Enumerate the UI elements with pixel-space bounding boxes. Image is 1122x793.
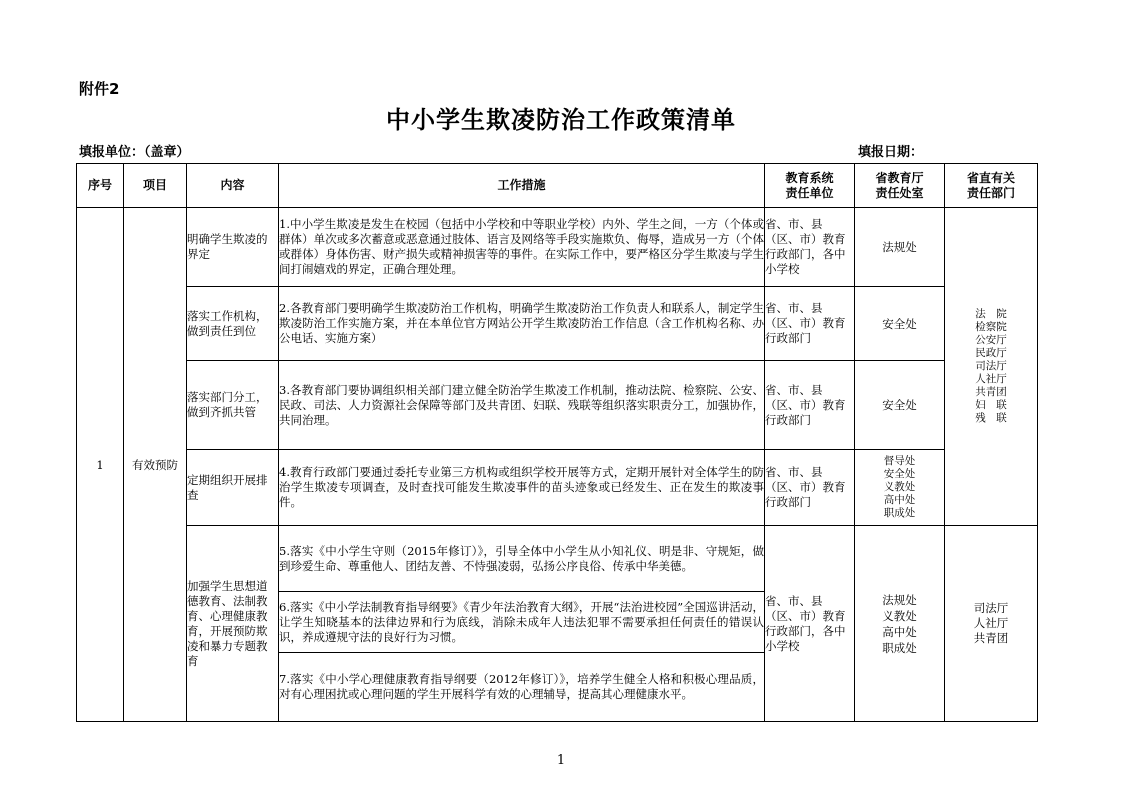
edu-unit-cell: 省、市、县（区、市）教育行政部门，各中小学校 — [765, 208, 855, 287]
header-dept — [945, 164, 1038, 208]
header-edu-unit-line: 责任单位 — [785, 185, 834, 200]
document-title: 中小学生欺凌防治工作政策清单 — [386, 105, 736, 134]
header-dept-line: 责任部门 — [966, 185, 1015, 200]
measure-cell: 5.落实《中小学生守则（2015年修订）》，引导全体中小学生从小知礼仪、明是非、守规矩，做到珍爱生命、尊重他人、团结友善、不恃强凌弱，弘扬公序良俗、传承中华美德。 — [279, 526, 765, 592]
dept-cell — [945, 208, 1038, 526]
header-content: 内容 — [187, 164, 279, 208]
measure-cell: 2.各教育部门要明确学生欺凌防治工作机构，明确学生欺凌防治工作负责人和联系人，制定学生欺凌防治工作实施方案，并在本单位官方网站公开学生欺凌防治工作信息（含工作机构名称、办公电话、实施方案） — [279, 287, 765, 361]
table-row — [77, 450, 1038, 526]
table-row — [77, 287, 1038, 361]
header-office-line: 省教育厅 — [875, 170, 924, 185]
dept-line: 司法厅 — [973, 601, 1009, 615]
fill-unit-label: 填报单位：（盖章） — [79, 145, 190, 160]
header-edu-unit — [765, 164, 855, 208]
seq-cell: 1 — [77, 208, 124, 722]
measure-cell: 1.中小学生欺凌是发生在校园（包括中小学校和中等职业学校）内外、学生之间，一方（个体或群体）单次或多次蓄意或恶意通过肢体、语言及网络等手段实施欺负、侮辱，造成另一方（个体或群体）身体伤害、财产损失或精神损害等的事件。在实际工作中，要严格区分学生欺凌与学生间打闹嬉戏的界定，正确合理处理。 — [279, 208, 765, 287]
office-line: 安全处 — [882, 398, 917, 412]
measure-cell: 6.落实《中小学法制教育指导纲要》《青少年法治教育大纲》，开展“法治进校园”全国巡讲活动，让学生知晓基本的法律边界和行为底线，消除未成年人违法犯罪不需要承担任何责任的错误认识，养成遵规守法的良好行为习惯。 — [279, 592, 765, 653]
edu-unit-cell: 省、市、县（区、市）教育行政部门，各中小学校 — [765, 526, 855, 722]
office-line: 安全处 — [883, 468, 916, 480]
office-line: 安全处 — [882, 316, 917, 331]
edu-unit-cell: 省、市、县（区、市）教育行政部门 — [765, 361, 855, 450]
item-cell: 有效预防 — [124, 208, 187, 722]
content-cell: 明确学生欺凌的界定 — [187, 208, 279, 287]
edu-unit-cell: 省、市、县（区、市）教育行政部门 — [765, 450, 855, 526]
header-office-line: 责任处室 — [875, 185, 924, 200]
header-dept-line: 省直有关 — [966, 170, 1015, 185]
dept-line: 共青团 — [975, 386, 1007, 398]
office-line: 高中处 — [882, 624, 917, 639]
content-cell: 定期组织开展排查 — [187, 450, 279, 526]
header-measures: 工作措施 — [279, 164, 765, 208]
office-line: 职成处 — [882, 640, 917, 655]
measure-cell: 7.落实《中小学心理健康教育指导纲要（2012年修订）》，培养学生健全人格和积极心理品质，对有心理困扰或心理问题的学生开展科学有效的心理辅导，提高其心理健康水平。 — [279, 653, 765, 722]
dept-line: 人社厅 — [975, 373, 1007, 385]
content-cell: 加强学生思想道德教育、法制教育、心理健康教育，开展预防欺凌和暴力专题教育 — [187, 526, 279, 722]
office-cell — [855, 526, 945, 722]
dept-line: 残 联 — [975, 412, 1007, 424]
content-cell: 落实工作机构，做到责任到位 — [187, 287, 279, 361]
dept-line: 法 院 — [975, 308, 1007, 320]
office-line: 督导处 — [883, 455, 916, 467]
office-cell — [855, 361, 945, 450]
policy-table — [76, 163, 1038, 722]
page-number: 1 — [556, 753, 566, 768]
dept-line: 人社厅 — [973, 616, 1009, 630]
header-item: 项目 — [124, 164, 187, 208]
content-cell: 落实部门分工，做到齐抓共管 — [187, 361, 279, 450]
header-seq: 序号 — [77, 164, 124, 208]
office-cell — [855, 287, 945, 361]
dept-cell — [945, 526, 1038, 722]
attachment-label: 附件2 — [79, 80, 120, 98]
office-line: 义教处 — [883, 481, 916, 493]
dept-line: 检察院 — [975, 321, 1007, 333]
table-header-row — [77, 164, 1038, 208]
dept-line: 共青团 — [973, 631, 1009, 645]
measure-cell: 4.教育行政部门要通过委托专业第三方机构或组织学校开展等方式，定期开展针对全体学生的防治学生欺凌专项调查，及时查找可能发生欺凌事件的苗头迹象或已经发生、正在发生的欺凌事件。 — [279, 450, 765, 526]
office-cell — [855, 208, 945, 287]
dept-line: 司法厅 — [975, 360, 1007, 372]
dept-line: 民政厅 — [975, 347, 1007, 359]
dept-line: 公安厅 — [975, 334, 1007, 346]
office-line: 高中处 — [883, 494, 916, 506]
office-line: 义教处 — [882, 608, 917, 623]
table-row — [77, 208, 1038, 287]
table-row — [77, 361, 1038, 450]
office-line: 法规处 — [882, 592, 917, 607]
office-line: 职成处 — [883, 507, 916, 519]
office-line: 法规处 — [882, 240, 917, 254]
fill-date-label: 填报日期： — [858, 145, 924, 160]
header-office — [855, 164, 945, 208]
measure-cell: 3.各教育部门要协调组织相关部门建立健全防治学生欺凌工作机制，推动法院、检察院、公安、民政、司法、人力资源社会保障等部门及共青团、妇联、残联等组织落实职责分工，加强协作，共同治理。 — [279, 361, 765, 450]
edu-unit-cell: 省、市、县（区、市）教育行政部门 — [765, 287, 855, 361]
table-row — [77, 526, 1038, 592]
dept-line: 妇 联 — [975, 399, 1007, 411]
office-cell — [855, 450, 945, 526]
header-edu-unit-line: 教育系统 — [785, 170, 834, 185]
